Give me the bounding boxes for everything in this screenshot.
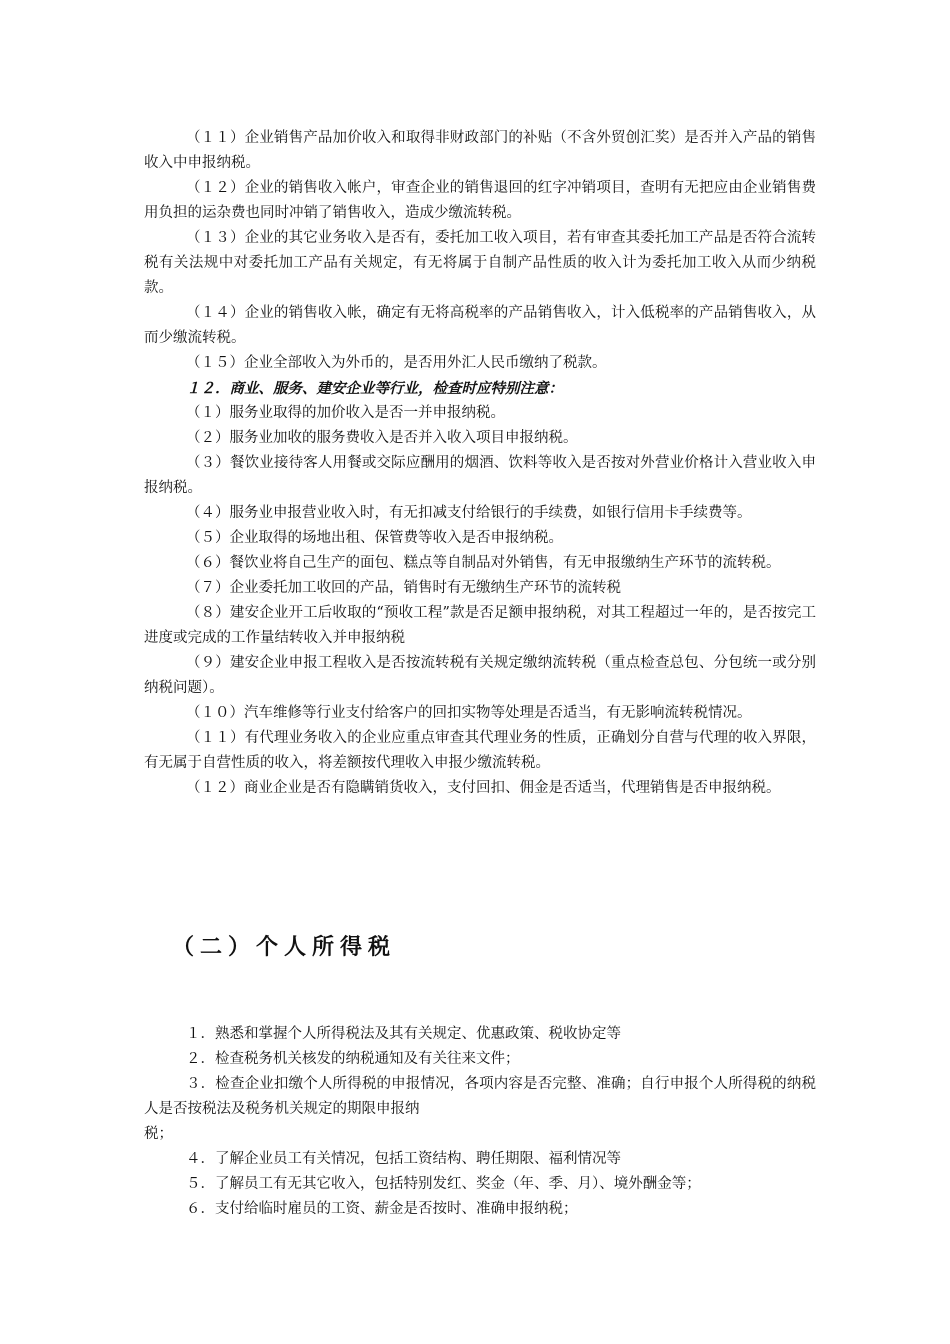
list-item: ４．了解企业员工有关情况，包括工资结构、聘任期限、福利情况等 [186, 1151, 621, 1167]
paragraph: （９）建安企业申报工程收入是否按流转税有关规定缴纳流转税（重点检查总包、分包统一或分别纳税问题）。 [144, 655, 816, 696]
paragraph: （８）建安企业开工后收取的“预收工程”款是否足额申报纳税，对其工程超过一年的，是否按完工进度或完成的工作量结转收入并申报纳税 [144, 605, 816, 646]
subheading: １２．商业、服务、建安企业等行业，检查时应特别注意： [186, 380, 563, 397]
paragraph: （１０）汽车维修等行业支付给客户的回扣实物等处理是否适当，有无影响流转税情况。 [186, 705, 752, 721]
paragraph: （２）服务业加收的服务费收入是否并入收入项目申报纳税。 [186, 430, 578, 446]
list-item: ６．支付给临时雇员的工资、薪金是否按时、准确申报纳税； [186, 1201, 578, 1217]
list-item: ５．了解员工有无其它收入，包括特别发红、奖金（年、季、月）、境外酬金等； [186, 1176, 701, 1192]
section-turnover-tax [144, 126, 816, 801]
paragraph: （１１）有代理业务收入的企业应重点审查其代理业务的性质，正确划分自营与代理的收入界限，有无属于自营性质的收入，将差额按代理收入申报少缴流转税。 [144, 730, 816, 771]
paragraph: （７）企业委托加工收回的产品，销售时有无缴纳生产环节的流转税 [186, 580, 621, 596]
paragraph: （１）服务业取得的加价收入是否一并申报纳税。 [186, 405, 505, 421]
paragraph: （５）企业取得的场地出租、保管费等收入是否申报纳税。 [186, 530, 563, 546]
paragraph: （１５）企业全部收入为外币的，是否用外汇人民币缴纳了税款。 [186, 355, 607, 371]
paragraph: （１１）企业销售产品加价收入和取得非财政部门的补贴（不含外贸创汇奖）是否并入产品的销售收入中申报纳税。 [144, 130, 816, 171]
section-individual-income-tax [144, 1022, 816, 1222]
paragraph: （１２）企业的销售收入帐户，审查企业的销售退回的红字冲销项目，查明有无把应由企业销售费用负担的运杂费也同时冲销了销售收入，造成少缴流转税。 [144, 180, 816, 221]
paragraph: （１４）企业的销售收入帐，确定有无将高税率的产品销售收入，计入低税率的产品销售收入，从而少缴流转税。 [144, 305, 816, 346]
paragraph: （１３）企业的其它业务收入是否有，委托加工收入项目，若有审查其委托加工产品是否符合流转税有关法规中对委托加工产品有关规定，有无将属于自制产品性质的收入计为委托加工收入从而少纳税款。 [144, 230, 816, 296]
paragraph: （３）餐饮业接待客人用餐或交际应酬用的烟酒、饮料等收入是否按对外营业价格计入营业收入申报纳税。 [144, 455, 816, 496]
section-heading: （二）个人所得税 [172, 935, 397, 960]
paragraph: （１２）商业企业是否有隐瞒销货收入，支付回扣、佣金是否适当，代理销售是否申报纳税。 [186, 780, 781, 796]
list-item: ３．检查企业扣缴个人所得税的申报情况，各项内容是否完整、准确；自行申报个人所得税的纳税人是否按税法及税务机关规定的期限申报纳 [144, 1076, 816, 1117]
list-item-continuation: 税； [144, 1126, 173, 1142]
list-item: ２．检查税务机关核发的纳税通知及有关往来文件； [186, 1051, 520, 1067]
paragraph: （６）餐饮业将自己生产的面包、糕点等自制品对外销售，有无申报缴纳生产环节的流转税。 [186, 555, 781, 571]
paragraph: （４）服务业申报营业收入时，有无扣减支付给银行的手续费，如银行信用卡手续费等。 [186, 505, 752, 521]
list-item: １．熟悉和掌握个人所得税法及其有关规定、优惠政策、税收协定等 [186, 1026, 621, 1042]
